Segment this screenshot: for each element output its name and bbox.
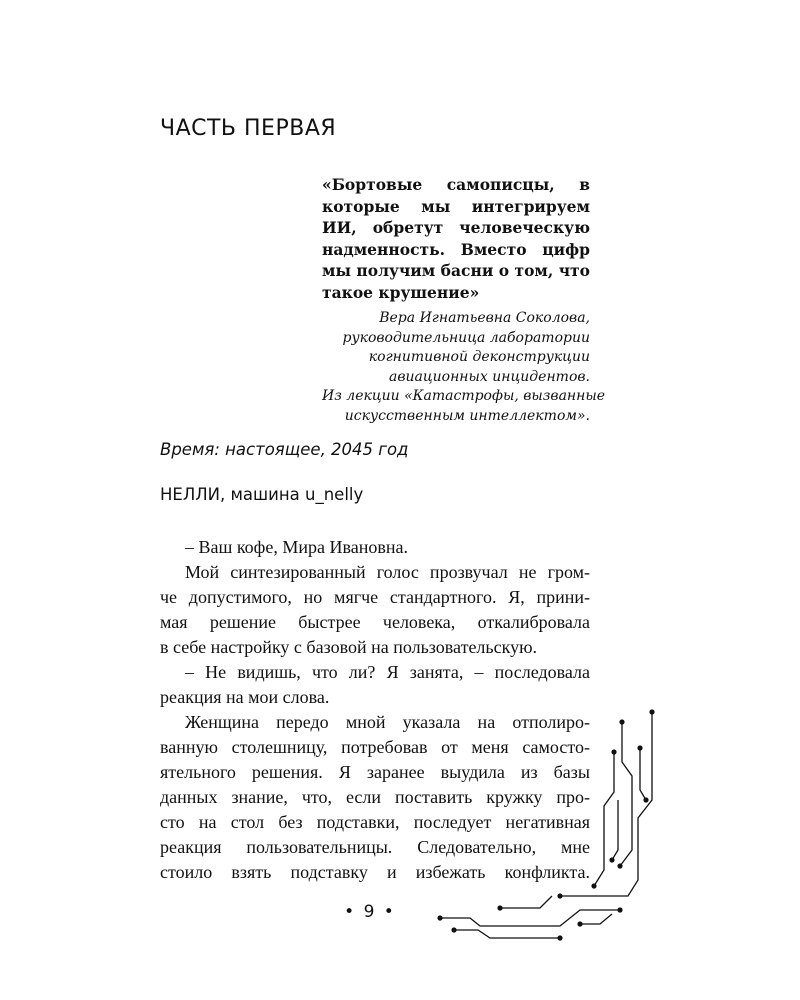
- body-line: че допустимого, но мягче стандартного. Я, прини-: [160, 587, 590, 607]
- epigraph-source-line: авиационных инцидентов.: [389, 368, 590, 385]
- epigraph-source-line: Вера Игнатьевна Соколова,: [379, 310, 590, 326]
- epigraph-source-line: когнитивной деконструкции: [368, 349, 590, 365]
- page-number: • 9 •: [344, 902, 396, 922]
- epigraph-source-line: руководительница лаборатории: [342, 329, 590, 346]
- body-line: в себе настройку с базовой на пользовательскую.: [160, 637, 538, 657]
- body-line: данных знание, что, если поставить кружку про-: [160, 787, 590, 807]
- epigraph-source-line: искусственным интеллектом».: [344, 407, 590, 424]
- body-line: реакция пользовательницы. Следовательно, мне: [160, 837, 590, 857]
- part-title: ЧАСТЬ ПЕРВАЯ: [160, 116, 337, 141]
- body-line: ятельного решения. Я заранее выудила из базы: [160, 762, 590, 782]
- body-line: Мой синтезированный голос прозвучал не гром-: [185, 562, 590, 582]
- body-line: мая решение быстрее человека, откалибровала: [160, 612, 590, 632]
- body-line: сто на стол без подставки, последует негативная: [160, 812, 590, 832]
- narrator-heading: НЕЛЛИ, машина u_nelly: [160, 485, 364, 504]
- time-heading: Время: настоящее, 2045 год: [160, 440, 409, 459]
- epigraph-source-line: Из лекции «Катастрофы, вызванные: [322, 388, 606, 404]
- body-line: – Не видишь, что ли? Я занята, – последовала: [185, 662, 590, 682]
- body-line: ванную столешницу, потребовав от меня самосто-: [160, 737, 590, 757]
- epigraph-quote: «Бортовые самописцы, в которые мы интегрируем ИИ, обретут человеческую надменность. Вместо цифр мы получим басни о том, что такое крушение»: [322, 175, 590, 302]
- body-line: реакция на мои слова.: [160, 687, 330, 707]
- body-line: Женщина передо мной указала на отполиро-: [185, 712, 590, 732]
- body-line: – Ваш кофе, Мира Ивановна.: [185, 537, 408, 557]
- body-line: стоило взять подставку и избежать конфликта.: [160, 862, 590, 882]
